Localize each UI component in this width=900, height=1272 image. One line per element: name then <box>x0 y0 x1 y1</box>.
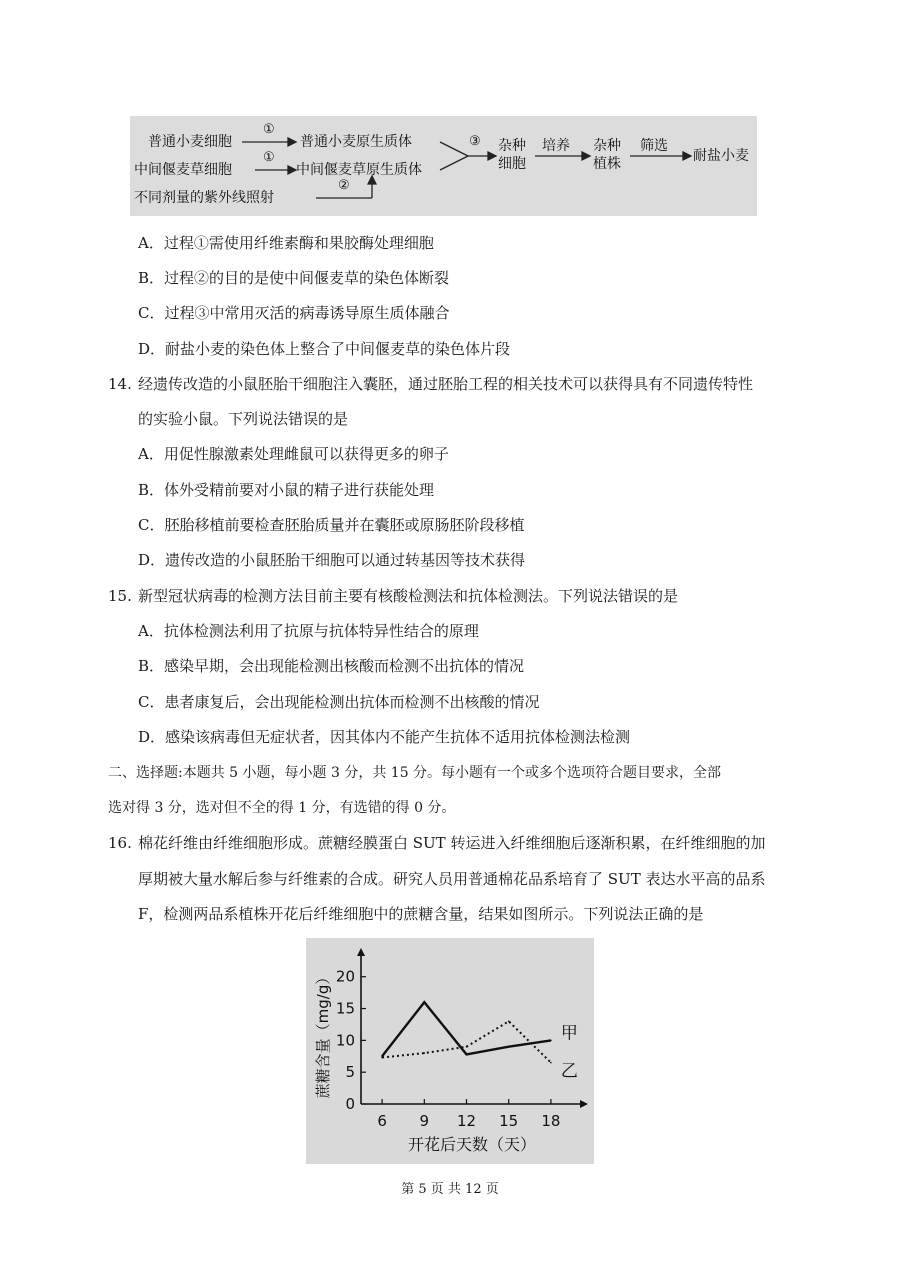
q16-number: 16. <box>108 834 132 852</box>
q13-option-b: B．过程②的目的是使中间偃麦草的染色体断裂 <box>138 269 450 287</box>
flow-hybrid-cell-1: 杂种 <box>498 138 526 154</box>
q16-stem-line3: F，检测两品系植株开花后纤维细胞中的蔗糖含量，结果如图所示。下列说法正确的是 <box>138 905 704 923</box>
q15-option-c: C．患者康复后，会出现能检测出抗体而检测不出核酸的情况 <box>138 693 540 711</box>
y-axis-arrow <box>357 948 365 956</box>
q15-option-a: A．抗体检测法利用了抗原与抗体特异性结合的原理 <box>138 622 479 640</box>
x-axis-arrow <box>580 1100 588 1108</box>
flow-culture-label: 培养 <box>542 138 570 154</box>
sucrose-chart <box>306 938 594 1164</box>
y-tick-label: 10 <box>335 1031 355 1050</box>
q14-stem-line1: 经遗传改造的小鼠胚胎干细胞注入囊胚，通过胚胎工程的相关技术可以获得具有不同遗传特性 <box>138 375 754 393</box>
series-point-甲 <box>508 1046 510 1048</box>
flow-thinopyrum-cell: 中间偃麦草细胞 <box>134 162 232 178</box>
series-point-乙 <box>550 1062 552 1064</box>
series-point-甲 <box>550 1040 552 1042</box>
q16-stem-line1: 棉花纤维由纤维细胞形成。蔗糖经膜蛋白 SUT 转运进入纤维细胞后逐渐积累，在纤维细胞的加 <box>138 834 766 852</box>
flow-step1b-label: ① <box>263 150 275 165</box>
series-point-乙 <box>381 1057 383 1059</box>
chart-y-axis-label: 蔗糖含量（mg/g） <box>314 969 332 1099</box>
page-footer: 第 5 页 共 12 页 <box>401 1182 499 1197</box>
q14-option-b: B．体外受精前要对小鼠的精子进行获能处理 <box>138 481 435 499</box>
series-line-甲 <box>382 1002 551 1056</box>
q14-stem-line2: 的实验小鼠。下列说法错误的是 <box>138 410 349 428</box>
q15-stem-line1: 新型冠状病毒的检测方法目前主要有核酸检测法和抗体检测法。下列说法错误的是 <box>138 587 679 605</box>
flow-step2-label: ② <box>338 178 350 193</box>
arrowhead <box>288 166 296 174</box>
q15-option-d: D．感染该病毒但无症状者，因其体内不能产生抗体不适用抗体检测法检测 <box>138 728 631 746</box>
q14-number: 14. <box>108 375 132 393</box>
series-point-乙 <box>424 1052 426 1054</box>
y-tick-label: 20 <box>335 967 355 986</box>
arrowhead <box>288 138 296 146</box>
series-point-甲 <box>424 1001 426 1003</box>
flow-hybrid-cell-2: 细胞 <box>498 156 526 172</box>
x-tick-label: 12 <box>456 1112 477 1130</box>
x-tick-label: 15 <box>499 1112 519 1130</box>
q13-option-a: A．过程①需使用纤维素酶和果胶酶处理细胞 <box>138 234 434 252</box>
series-point-乙 <box>508 1020 510 1022</box>
merge-line-bottom <box>440 156 468 170</box>
flow-wheat-cell: 普通小麦细胞 <box>148 134 232 150</box>
q14-option-a: A．用促性腺激素处理雌鼠可以获得更多的卵子 <box>138 445 449 463</box>
flow-wheat-protoplast: 普通小麦原生质体 <box>300 134 412 150</box>
legend-label-乙: 乙 <box>560 1061 578 1082</box>
flow-hybrid-plant-2: 植株 <box>593 156 621 172</box>
y-tick-label: 15 <box>335 999 355 1018</box>
flow-uv-irradiation: 不同剂量的紫外线照射 <box>134 190 274 206</box>
series-line-乙 <box>382 1021 551 1062</box>
chart-axes <box>357 948 588 1108</box>
chart-svg <box>306 938 594 1164</box>
flow-hybrid-plant-1: 杂种 <box>593 138 621 154</box>
series-point-乙 <box>466 1046 468 1048</box>
section2-heading-line2: 选对得 3 分，选对但不全的得 1 分，有选错的得 0 分。 <box>108 800 456 816</box>
legend-label-甲: 甲 <box>560 1023 578 1044</box>
merge-line-top <box>440 142 468 156</box>
flow-thinopyrum-protoplast: 中间偃麦草原生质体 <box>296 162 422 178</box>
q14-option-c: C．胚胎移植前要检查胚胎质量并在囊胚或原肠胚阶段移植 <box>138 516 525 534</box>
x-tick-label: 6 <box>377 1112 387 1130</box>
process-flow-diagram <box>130 116 757 216</box>
x-tick-label: 18 <box>541 1112 561 1130</box>
section2-heading-line1: 二、选择题:本题共 5 小题，每小题 3 分，共 15 分。每小题有一个或多个选项符合题目要求，全部 <box>108 765 722 781</box>
q14-option-d: D．遗传改造的小鼠胚胎干细胞可以通过转基因等技术获得 <box>138 551 526 569</box>
flow-result: 耐盐小麦 <box>693 148 749 164</box>
q13-option-d: D．耐盐小麦的染色体上整合了中间偃麦草的染色体片段 <box>138 340 511 358</box>
q15-option-b: B．感染早期，会出现能检测出核酸而检测不出抗体的情况 <box>138 657 525 675</box>
flow-screen-label: 筛选 <box>640 138 668 154</box>
q16-stem-line2: 厚期被大量水解后参与纤维素的合成。研究人员用普通棉花品系培育了 SUT 表达水平高的品系 <box>138 870 766 888</box>
y-tick-label: 0 <box>345 1095 355 1113</box>
chart-x-axis-label: 开花后天数（天） <box>407 1135 537 1154</box>
q13-option-c: C．过程③中常用灭活的病毒诱导原生质体融合 <box>138 304 450 322</box>
y-tick-label: 5 <box>345 1063 355 1082</box>
series-point-甲 <box>466 1054 468 1056</box>
x-tick-label: 9 <box>419 1112 430 1130</box>
q15-number: 15. <box>108 587 132 605</box>
flow-step1-label: ① <box>263 122 275 137</box>
flow-step3-label: ③ <box>469 134 481 149</box>
